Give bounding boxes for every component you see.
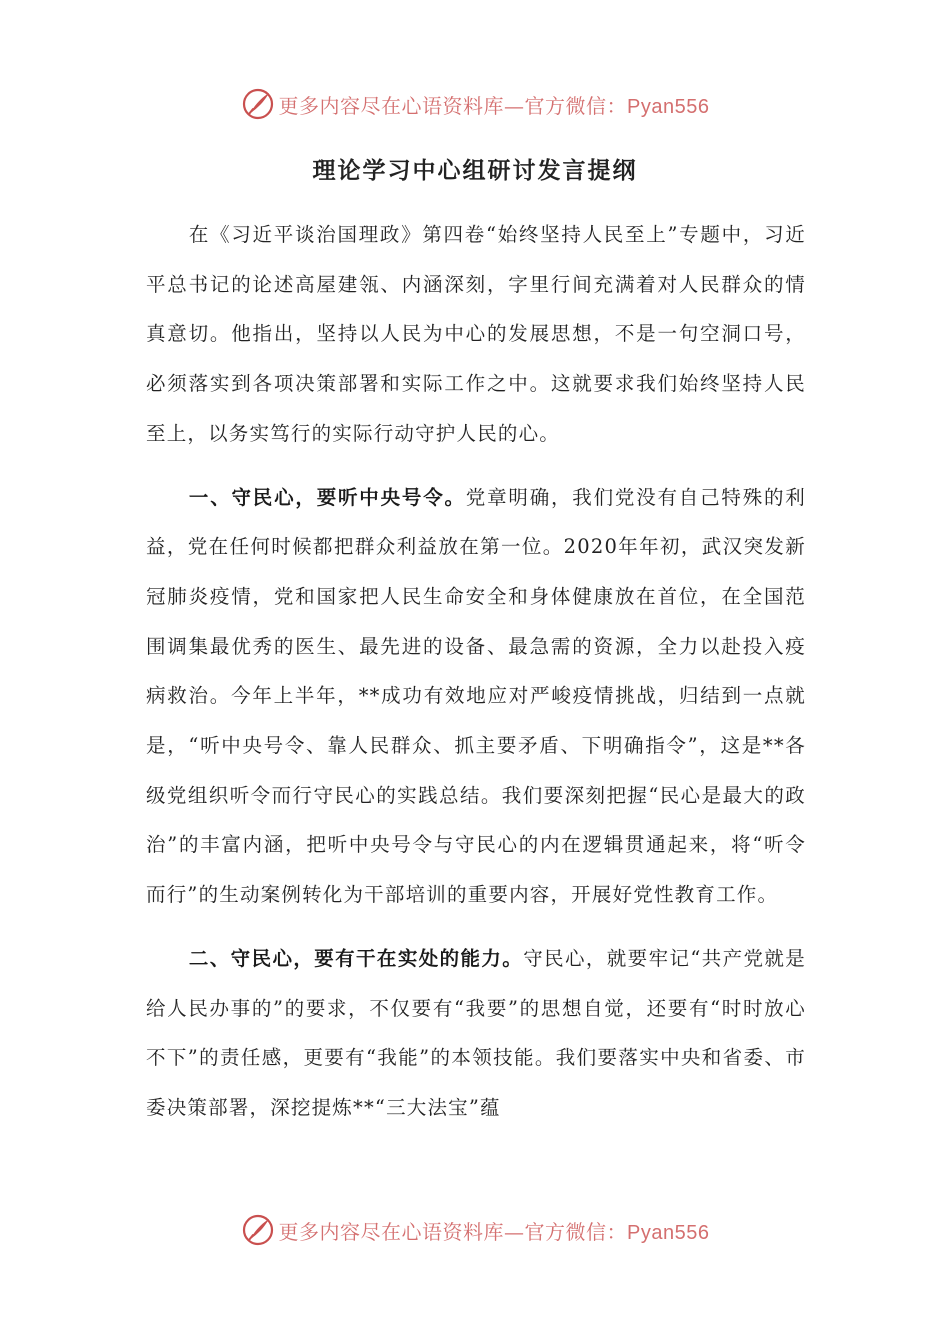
feather-pen-logo-icon (241, 1213, 275, 1247)
watermark-text (279, 90, 710, 119)
section-1-heading: 一、守民心，要听中央号令。 (188, 485, 466, 509)
document-title: 理论学习中心组研讨发言提纲 (312, 157, 638, 184)
section-1-paragraph (146, 473, 806, 920)
section-2-paragraph (146, 934, 806, 1133)
watermark-brand: 更多内容尽在心语资料库—官方微信： (278, 1219, 628, 1244)
document-body (146, 210, 806, 1147)
watermark-wechat-id: Pyan556 (627, 95, 710, 118)
watermark-wechat-id: Pyan556 (627, 1221, 710, 1244)
watermark-text (279, 1216, 710, 1245)
watermark-banner-bottom (0, 1210, 950, 1250)
feather-pen-logo-icon (241, 87, 275, 121)
watermark-banner-top (0, 84, 950, 124)
section-2-body: 守民心，就要牢记“共产党就是给人民办事的”的要求，不仅要有“我要”的思想自觉，还要有“时时放心不下”的责任感，更要有“我能”的本领技能。我们要落实中央和省委、市委决策部署，深挖提炼**“三大法宝”蕴 (146, 946, 806, 1119)
watermark-brand: 更多内容尽在心语资料库—官方微信： (278, 93, 628, 118)
section-2-heading: 二、守民心，要有干在实处的能力。 (188, 946, 524, 970)
section-1-body: 党章明确，我们党没有自己特殊的利益，党在任何时候都把群众利益放在第一位。2020年年初，武汉突发新冠肺炎疫情，党和国家把人民生命安全和身体健康放在首位，在全国范围调集最优秀的医生、最先进的设备、最急需的资源，全力以赴投入疫病救治。今年上半年，**成功有效地应对严峻疫情挑战，归结到一点就是，“听中央号令、靠人民群众、抓主要矛盾、下明确指令”，这是**各级党组织听令而行守民心的实践总结。我们要深刻把握“民心是最大的政治”的丰富内涵，把听中央号令与守民心的内在逻辑贯通起来，将“听令而行”的生动案例转化为干部培训的重要内容，开展好党性教育工作。 (146, 485, 806, 907)
intro-paragraph: 在《习近平谈治国理政》第四卷“始终坚持人民至上”专题中，习近平总书记的论述高屋建瓴、内涵深刻，字里行间充满着对人民群众的情真意切。他指出，坚持以人民为中心的发展思想，不是一句空洞口号，必须落实到各项决策部署和实际工作之中。这就要求我们始终坚持人民至上，以务实笃行的实际行动守护人民的心。 (146, 223, 806, 445)
